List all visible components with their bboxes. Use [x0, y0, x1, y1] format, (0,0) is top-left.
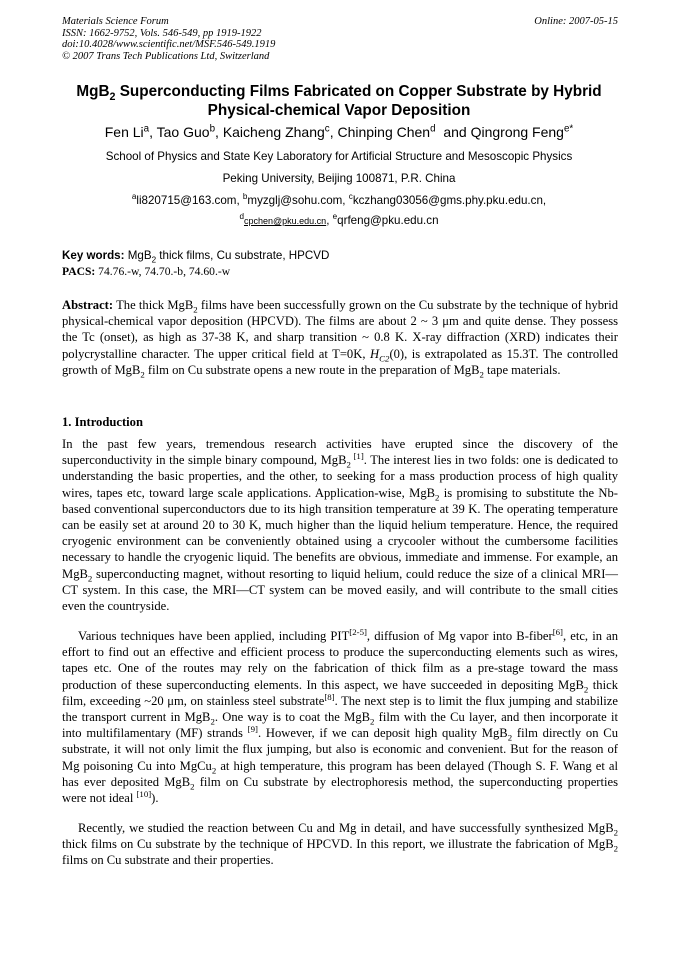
citation[interactable]: [9]	[247, 724, 258, 735]
email-link[interactable]: myzglj@sohu.com,	[247, 194, 349, 207]
journal-doi[interactable]: doi:10.4028/www.scientific.net/MSF.546-549.1919	[62, 39, 276, 50]
affiliation-line-1: School of Physics and State Key Laboratory for Artificial Structure and Mesoscopic Physics	[105, 150, 573, 163]
paragraph-3: Recently, we studied the reaction between Cu and Mg in detail, and have successfully synthesized MgB$_2$ thick films on Cu substrate by the technique of HPCVD. In this report, we illustrate the fabrication of MgB$_2$ films on Cu substrate and their properties.	[62, 821, 618, 868]
email-link[interactable]: li820715@163.com,	[136, 194, 243, 207]
email-link[interactable]: cpchen@pku.edu.cn	[243, 216, 327, 226]
author-list: Fen Li$^a$, Tao Guo$^b$, Kaicheng Zhang$^c$, Chinping Chen$^d$ and Qingrong Feng$^{e*}$	[104, 123, 574, 140]
author: Tao Guo	[156, 124, 210, 140]
abstract-label: Abstract:	[62, 298, 114, 312]
email-link[interactable]: qrfeng@pku.edu.cn	[337, 214, 439, 227]
affiliation-line-2: Peking University, Beijing 100871, P.R. China	[222, 172, 456, 185]
email-link[interactable]: kczhang03056@gms.phy.pku.edu.cn,	[352, 194, 547, 207]
journal-issn: ISSN: 1662-9752, Vols. 546-549, pp 1919-1922	[62, 27, 262, 39]
email-line-1: $^a$li820715@163.com, $^b$myzglj@sohu.com, $^c$kczhang03056@gms.phy.pku.edu.cn,	[131, 192, 547, 207]
section-heading: 1. Introduction	[62, 415, 143, 429]
keywords-label: Key words:	[62, 249, 125, 262]
keywords: Key words: MgB$_2$ thick films, Cu substrate, HPCVD	[62, 249, 330, 265]
pacs: PACS: 74.76.-w, 74.70.-b, 74.60.-w	[62, 265, 231, 278]
journal-copyright: © 2007 Trans Tech Publications Ltd, Switzerland	[62, 50, 270, 62]
email-line-2: $^d$cpchen@pku.edu.cn, $^e$qrfeng@pku.edu.cn	[239, 212, 439, 227]
journal-header	[62, 16, 618, 62]
citation[interactable]: [1]	[350, 451, 364, 462]
paragraph-2: Various techniques have been applied, including PIT[2-5], diffusion of Mg vapor into B-fiber[6], etc, in an effort to find out an effective and efficient process to produce the superconducting elements such as wires, tapes etc. One of the routes may rely on the fabrication of thick film as a pre-stage toward the mass production of these superconducting elements. In this aspect, we have succeeded in depositing MgB$_2$ thick film, exceeding ~20 μm, on stainless steel substrate[8]. The next step is to limit the flux jumping and stabilize the transport current in MgB$_2$. One way is to coat the MgB$_2$ film with the Cu layer, and then incorporate it into multifilamentary (MF) strands [9]. However, if we can deposit high quality MgB$_2$ film directly on Cu substrate, it will not only limit the flux jumping, but also is economic and convenient. But for the reason of Mg poisoning Cu into MgCu$_2$ at high temperature, this program has been delayed (Though S. F. Wang et al has ever deposited MgB$_2$ film on Cu substrate by electrophoresis method, the superconducting properties were not ideal [10]).	[62, 626, 618, 806]
author: Kaicheng Zhang	[222, 124, 325, 140]
author: Fen Li	[104, 124, 144, 140]
citation[interactable]: [8]	[324, 691, 335, 702]
pacs-label: PACS:	[62, 265, 96, 278]
author: Chinping Chen	[337, 124, 431, 140]
journal-name: Materials Science Forum	[62, 16, 169, 27]
citation[interactable]: [6]	[552, 626, 563, 637]
paragraph-1: In the past few years, tremendous research activities have erupted since the discovery of the superconductivity in the simple binary compound, MgB$_2$ [1]. The interest lies in two folds: one is dedicated to understanding the basic properties, and the other, to seeking for a mass production process of high quality wires, tapes etc, toward large scale applications. Application-wise, MgB$_2$ is promising to substitute the Nb-based conventional superconductors due to its high transition temperature at 39 K. The operating temperature can be easily set at around 20 to 30 K, much higher than the liquid helium temperature. Hence, the required cryogenic environment can be conveniently obtained using a crycooler without the cumbersome facilities necessary to handle the cryogenic liquid. The benefits are obvious, immediate and immense. For example, an MgB$_2$ superconducting magnet, without resorting to liquid helium, could reduce the size of a clinical MRI—CT system. In this case, the MRI—CT system can be moved easily, and will contribute to the small cities even the countryside.	[62, 437, 619, 614]
author: Qingrong Feng	[470, 124, 564, 140]
abstract: Abstract: The thick MgB$_2$ films have been successfully grown on the Cu substrate by the technique of hybrid physical-chemical vapor deposition (HPCVD). The films are about 2 ~ 3 μm and quite dense. They possess the Tc (onset), as high as 37-38 K, and sharp transition ~ 0.8 K. X-ray diffraction (XRD) indicates their polycrystalline character. The upper critical field at T=0K, $H_{C2}(0)$, is extrapolated as 15.3T. The controlled growth of MgB$_2$ film on Cu substrate opens a new route in the preparation of MgB$_2$ tape materials.	[62, 298, 619, 380]
online-date: Online: 2007-05-15	[534, 16, 618, 27]
citation[interactable]: [2-5]	[349, 626, 367, 637]
paper-title: MgB$_2$ Superconducting Films Fabricated on Copper Substrate by Hybrid Physical-chemical Vapor Deposition	[76, 83, 602, 119]
citation[interactable]: [10]	[136, 788, 152, 799]
